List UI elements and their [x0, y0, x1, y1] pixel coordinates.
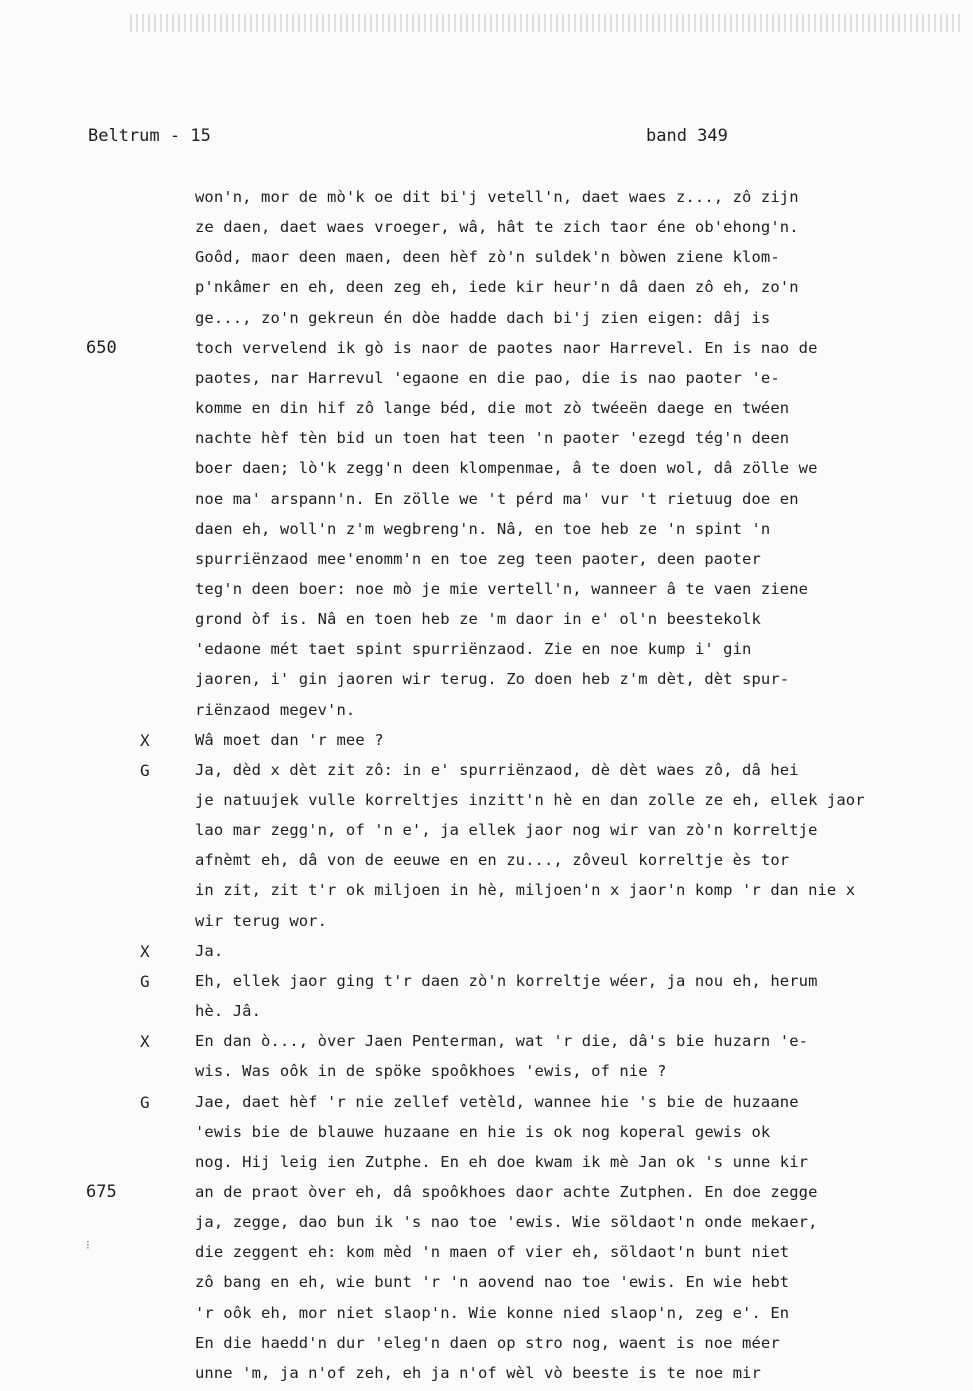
transcript-line: spurriënzaod mee'enomm'n en toe zeg teen paoter, deen paoter — [195, 550, 761, 568]
transcript-line: 'ewis bie de blauwe huzaane en hie is ok nog koperal gewis ok — [195, 1123, 771, 1141]
transcript-line: 'r oôk eh, mor niet slaop'n. Wie konne nied slaop'n, zeg e'. En — [195, 1304, 790, 1322]
transcript-line: an de praot òver eh, dâ spoôkhoes daor achte Zutphen. En doe zegge — [195, 1183, 818, 1201]
transcript-line: won'n, mor de mò'k oe dit bi'j vetell'n, daet waes z..., zô zijn — [195, 188, 799, 206]
line-number: 650 — [86, 338, 117, 358]
speaker-label: G — [140, 761, 150, 780]
transcript-line: in zit, zit t'r ok miljoen in hè, miljoen'n x jaor'n komp 'r dan nie x — [195, 881, 856, 899]
transcript-line: toch vervelend ik gò is naor de paotes naor Harrevel. En is nao de — [195, 339, 818, 357]
transcript-line: 'edaone mét taet spint spurriënzaod. Zie en noe kump i' gin — [195, 640, 752, 658]
transcript-line: die zeggent eh: kom mèd 'n maen of vier eh, söldaot'n bunt niet — [195, 1243, 790, 1261]
transcript-line: nog. Hij leig ien Zutphe. En eh doe kwam ik mè Jan ok 's unne kir — [195, 1153, 809, 1171]
speaker-label: X — [140, 942, 150, 961]
transcript-line: grond òf is. Nâ en toen heb ze 'm daor in e' ol'n beestekolk — [195, 610, 761, 628]
transcript-line: wir terug wor. — [195, 912, 328, 930]
transcript-line: Wâ moet dan 'r mee ? — [195, 731, 384, 749]
header-title: Beltrum - 15 — [88, 126, 211, 146]
transcript-line: ze daen, daet waes vroeger, wâ, hât te zich taor éne ob'ehong'n. — [195, 218, 799, 236]
speaker-label: G — [140, 1093, 150, 1112]
transcript-line: Goôd, maor deen maen, deen hèf zò'n suldek'n bòwen ziene klom- — [195, 248, 780, 266]
transcript-line: unne 'm, ja n'of zeh, eh ja n'of wèl vò beeste is te noe mir — [195, 1364, 761, 1382]
transcript-line: p'nkâmer en eh, deen zeg eh, iede kir heur'n dâ daen zô eh, zo'n — [195, 278, 799, 296]
transcript-line: Ja. — [195, 942, 224, 960]
transcript-line: jaoren, i' gin jaoren wir terug. Zo doen heb z'm dèt, dèt spur- — [195, 670, 790, 688]
transcript-line: hè. Jâ. — [195, 1002, 262, 1020]
transcript-line: paotes, nar Harrevul 'egaone en die pao, die is nao paoter 'e- — [195, 369, 780, 387]
transcript-line: Ja, dèd x dèt zit zô: in e' spurriënzaod, dè dèt waes zô, dâ hei — [195, 761, 799, 779]
transcript-line: En die haedd'n dur 'eleg'n daen op stro nog, waent is noe méer — [195, 1334, 780, 1352]
speaker-label: G — [140, 972, 150, 991]
transcript-line: Jae, daet hèf 'r nie zellef vetèld, wannee hie 's bie de huzaane — [195, 1093, 799, 1111]
transcript-line: teg'n deen boer: noe mò je mie vertell'n, wanneer â te vaen ziene — [195, 580, 809, 598]
transcript-line: noe ma' arspann'n. En zölle we 't pérd ma' vur 't rietuug doe en — [195, 490, 799, 508]
transcript-line: ja, zegge, dao bun ik 's nao toe 'ewis. Wie söldaot'n onde mekaer, — [195, 1213, 818, 1231]
margin-dots: ⁝ — [86, 1238, 90, 1252]
transcript-line: zô bang en eh, wie bunt 'r 'n aovend nao toe 'ewis. En wie hebt — [195, 1273, 790, 1291]
speaker-label: X — [140, 731, 150, 750]
transcript-line: riënzaod megev'n. — [195, 701, 356, 719]
scan-artifact — [130, 14, 960, 32]
transcript-line: je natuujek vulle korreltjes inzitt'n hè en dan zolle ze eh, ellek jaor — [195, 791, 865, 809]
speaker-label: X — [140, 1032, 150, 1051]
transcript-line: komme en din hif zô lange béd, die mot zò twéeën daege en twéen — [195, 399, 790, 417]
line-number: 675 — [86, 1182, 117, 1202]
transcript-line: boer daen; lò'k zegg'n deen klompenmae, â te doen wol, dâ zölle we — [195, 459, 818, 477]
transcript-line: daen eh, woll'n z'm wegbreng'n. Nâ, en toe heb ze 'n spint 'n — [195, 520, 771, 538]
transcript-line: En dan ò..., òver Jaen Penterman, wat 'r die, dâ's bie huzarn 'e- — [195, 1032, 809, 1050]
transcript-line: wis. Was oôk in de spöke spoôkhoes 'ewis, of nie ? — [195, 1062, 667, 1080]
transcript-line: Eh, ellek jaor ging t'r daen zò'n korreltje wéer, ja nou eh, herum — [195, 972, 818, 990]
transcript-line: lao mar zegg'n, of 'n e', ja ellek jaor nog wir van zò'n korreltje — [195, 821, 818, 839]
transcript-line: afnèmt eh, dâ von de eeuwe en en zu..., zôveul korreltje ès tor — [195, 851, 790, 869]
transcript-line: nachte hèf tèn bid un toen hat teen 'n paoter 'ezegd tég'n deen — [195, 429, 790, 447]
transcript-line: ge..., zo'n gekreun én dòe hadde dach bi'j zien eigen: dâj is — [195, 309, 771, 327]
header-band: band 349 — [646, 126, 728, 146]
